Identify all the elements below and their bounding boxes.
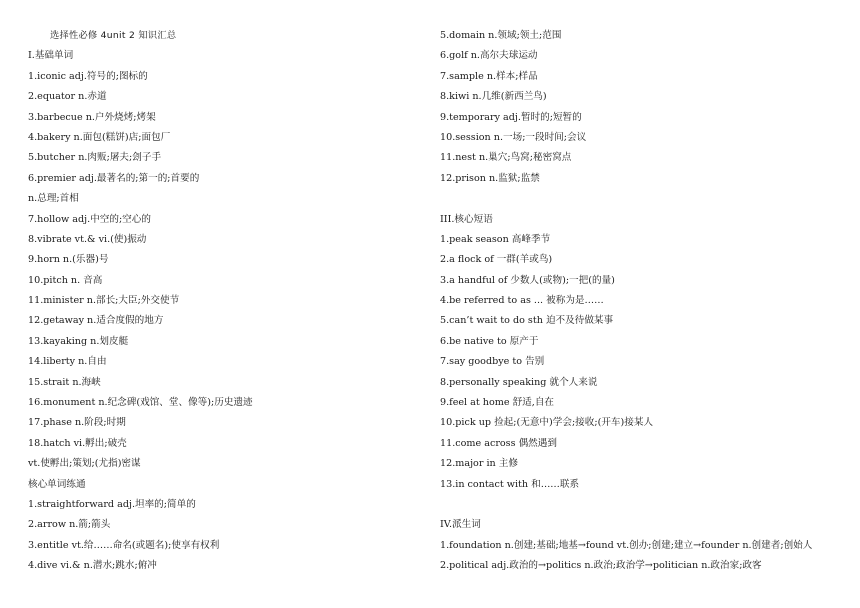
right-column-spacer — [440, 495, 840, 515]
right-column-line: 4.be referred to as ... 被称为是…… — [440, 295, 604, 307]
right-column-line: 7.sample n.样本;样品 — [440, 70, 538, 82]
left-column-line: 12.getaway n.适合度假的地方 — [28, 315, 164, 327]
left-column-line: Ⅰ.基础单词 — [28, 50, 74, 62]
right-column-line: 9.feel at home 舒适,自在 — [440, 397, 555, 409]
right-column-line: 6.golf n.高尔夫球运动 — [440, 50, 538, 62]
left-column-line: 10.pitch n. 音高 — [28, 274, 103, 286]
left-column-line: 1.iconic adj.符号的;图标的 — [28, 70, 148, 82]
right-column — [440, 26, 840, 577]
left-column-line: 2.arrow n.箭;箭头 — [28, 519, 111, 531]
left-column-line: n.总理;首相 — [28, 193, 79, 205]
left-column-line: 17.phase n.阶段;时期 — [28, 417, 126, 429]
right-column-line: 2.political adj.政治的→politics n.政治;政治学→politician n.政治家;政客 — [440, 560, 762, 572]
right-column-line: 12.prison n.监狱;监禁 — [440, 172, 540, 184]
right-column-line: 6.be native to 原产于 — [440, 335, 539, 347]
right-column-spacer — [440, 189, 840, 209]
right-column-line: 12.major in 主修 — [440, 458, 518, 470]
right-column-line: 10.pick up 捡起;(无意中)学会;接收;(开车)接某人 — [440, 417, 654, 429]
right-column-line: 10.session n.一场;一段时间;会议 — [440, 131, 587, 143]
left-column-line: 3.barbecue n.户外烧烤;烤架 — [28, 111, 156, 123]
left-column-line: 1.straightforward adj.坦率的;简单的 — [28, 498, 196, 510]
right-column-line: 3.a handful of 少数人(或物);一把(的量) — [440, 274, 615, 286]
right-column-line: 8.personally speaking 就个人来说 — [440, 376, 598, 388]
right-column-line: 11.nest n.巢穴;鸟窝;秘密窝点 — [440, 152, 572, 164]
left-column-line: 3.entitle vt.给……命名(或题名);使享有权利 — [28, 539, 220, 551]
right-column-line: 8.kiwi n.几维(新西兰鸟) — [440, 91, 547, 103]
right-column-line: 9.temporary adj.暂时的;短暂的 — [440, 111, 582, 123]
left-column-line: vt.使孵出;策划;(尤指)密谋 — [28, 458, 141, 470]
right-column-line: 7.say goodbye to 告别 — [440, 356, 545, 368]
left-column-line: 7.hollow adj.中空的;空心的 — [28, 213, 151, 225]
left-column-line: 6.premier adj.最著名的;第一的;首要的 — [28, 172, 200, 184]
right-column-line: IV.派生词 — [440, 519, 481, 531]
left-column-line: 核心单词练通 — [28, 478, 86, 490]
left-column-line: 11.minister n.部长;大臣;外交使节 — [28, 295, 180, 307]
left-column-line: 15.strait n.海峡 — [28, 376, 101, 388]
left-column-line: 9.horn n.(乐器)号 — [28, 254, 109, 266]
left-column-line: 16.monument n.纪念碑(戏馆、堂、像等);历史遗迹 — [28, 397, 253, 409]
right-column-line: 11.come across 偶然遇到 — [440, 437, 557, 449]
left-column-line: 2.equator n.赤道 — [28, 91, 107, 103]
left-column-line: 14.liberty n.自由 — [28, 356, 107, 368]
right-column-line: III.核心短语 — [440, 213, 493, 225]
right-column-line: 5.can’t wait to do sth 迫不及待做某事 — [440, 315, 614, 327]
right-column-line: 2.a flock of 一群(羊或鸟) — [440, 254, 553, 266]
right-column-line: 1.peak season 高峰季节 — [440, 233, 551, 245]
left-column — [28, 26, 420, 577]
right-column-line: 5.domain n.领域;领土;范围 — [440, 30, 562, 41]
left-column-line: 8.vibrate vt.& vi.(使)振动 — [28, 233, 147, 245]
left-column-line: 18.hatch vi.孵出;破壳 — [28, 437, 127, 449]
left-column-line: 4.bakery n.面包(糕饼)店;面包厂 — [28, 131, 171, 143]
left-column-line: 5.butcher n.肉贩;屠夫;刽子手 — [28, 152, 162, 164]
right-column-line: 13.in contact with 和……联系 — [440, 478, 580, 490]
left-column-line: 4.dive vi.& n.潜水;跳水;俯冲 — [28, 560, 157, 572]
right-column-line: 1.foundation n.创建;基础;地基→found vt.创办;创建;建立→founder n.创建者;创始人 — [440, 539, 813, 551]
left-column-line: 13.kayaking n.划皮艇 — [28, 335, 129, 347]
document-title: 选择性必修 4unit 2 知识汇总 — [50, 30, 177, 41]
